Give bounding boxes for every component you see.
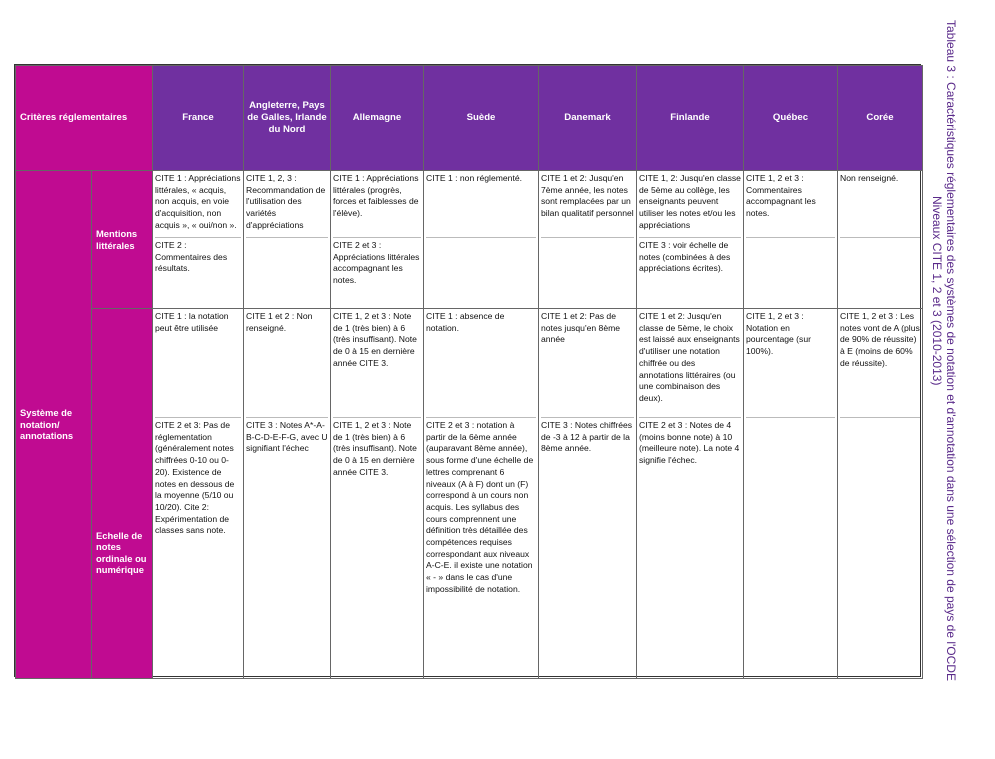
sub-criterion-mentions: Mentions littérales: [92, 171, 153, 309]
caption-title: Tableau 3 : Caractéristiques réglementaires des systèmes de notation et d'annotation dans une sélection de pays de l'OCDE: [944, 20, 958, 681]
criterion-label: Système de notation/ annotations: [16, 171, 92, 679]
cell-text: CITE 1, 2, 3 : Recommandation de l'utilisation des variétés d'appréciations: [246, 173, 326, 230]
cell-text: CITE 3 : Notes chiffrées de -3 à 12 à partir de la 8ème année.: [541, 417, 634, 676]
header-country: Suède: [424, 66, 539, 171]
cell-mentions-germany: [331, 171, 424, 309]
table-row-mentions: [16, 171, 923, 309]
regulation-table: [15, 65, 923, 679]
sub-criterion-echelle: Echelle de notes ordinale ou numérique: [92, 309, 153, 679]
cell-empty: [426, 237, 536, 306]
cell-empty: [246, 237, 328, 306]
cell-echelle-denmark: [539, 309, 637, 679]
cell-mentions-quebec: [744, 171, 838, 309]
cell-mentions-uk: [244, 171, 331, 309]
header-country: Danemark: [539, 66, 637, 171]
cell-empty: [840, 237, 920, 306]
cell-text: CITE 1 et 2: Jusqu'en classe de 5ème, le choix est laissé aux enseignants d'utiliser une notation chiffrée ou des annotations littéraires (ou une combinaison des deux).: [639, 311, 740, 403]
cell-echelle-france: [153, 309, 244, 679]
cell-text: CITE 1 : Appréciations littérales, « acquis, non acquis, en voie d'acquisition, non acquis », « oui/non ».: [155, 173, 241, 230]
cell-echelle-finland: [637, 309, 744, 679]
header-row: [16, 66, 923, 171]
cell-text: CITE 1, 2 et 3 : Les notes vont de A (plus de 90% de réussite) à E (moins de 60% de réussite).: [840, 311, 920, 368]
cell-text: CITE 1 et 2: Jusqu'en 7ème année, les notes sont remplacées par un bilan qualitatif personnel: [541, 173, 634, 219]
cell-empty: [746, 417, 835, 676]
header-criteria: Critères réglementaires: [16, 66, 153, 171]
cell-text: CITE 1 et 2 : Non renseigné.: [246, 311, 313, 333]
cell-text: CITE 1 : non réglementé.: [426, 173, 523, 183]
cell-text: CITE 1, 2 et 3 : Commentaires accompagnant les notes.: [746, 173, 816, 219]
cell-text: CITE 3 : Notes A*-A-B-C-D-E-F-G, avec U signifiant l'échec: [246, 417, 328, 676]
cell-text: CITE 2 et 3: Pas de réglementation (généralement notes chiffrées 0-10 ou 0-20). Existence de notes en dessous de la moyenne (5/10 ou 10/20). Cite 2: Expérimentation de classes sans note.: [155, 417, 241, 676]
cell-text: CITE 2 et 3 : notation à partir de la 6ème année (auparavant 8ème année), sous forme d'une échelle de lettres comprenant 6 niveaux (A à F) dont un (F) correspond à un cours non acquis. Les syllabus des cours comprennent une définition très détaillée des compétences requises correspondant aux niveaux A-C-E. il existe une notation « - » dans le cas d'une impossibilité de notation.: [426, 417, 536, 676]
cell-text: CITE 1, 2: Jusqu'en classe de 5ème au collège, les enseignants peuvent utiliser les notes et/ou les appréciations: [639, 173, 741, 230]
cell-text: Non renseigné.: [840, 173, 899, 183]
cell-text: CITE 1 et 2: Pas de notes jusqu'en 8ème année: [541, 311, 621, 345]
cell-echelle-germany: [331, 309, 424, 679]
cell-text: CITE 2 : Commentaires des résultats.: [155, 237, 241, 306]
table-row-echelle: [16, 309, 923, 679]
header-country: Allemagne: [331, 66, 424, 171]
cell-mentions-sweden: [424, 171, 539, 309]
cell-empty: [746, 237, 835, 306]
cell-mentions-korea: [838, 171, 923, 309]
cell-empty: [541, 237, 634, 306]
caption-subtitle: Niveaux CITE 1, 2 et 3 (2010-2013): [930, 196, 944, 386]
cell-echelle-sweden: [424, 309, 539, 679]
cell-text: CITE 1, 2 et 3 : Note de 1 (très bien) à 6 (très insuffisant). Note de 0 à 15 en dernière année CITE 3.: [333, 311, 417, 368]
cell-text: CITE 1, 2 et 3 : Notation en pourcentage (sur 100%).: [746, 311, 811, 357]
cell-echelle-quebec: [744, 309, 838, 679]
cell-text: CITE 1 : Appréciations littérales (progrès, forces et faiblesses de l'élève).: [333, 173, 419, 219]
cell-text: CITE 1, 2 et 3 : Note de 1 (très bien) à 6 (très insuffisant). Note de 0 à 15 en dernière année CITE 3.: [333, 417, 421, 676]
cell-text: CITE 2 et 3 : Appréciations littérales accompagnant les notes.: [333, 237, 421, 306]
cell-mentions-denmark: [539, 171, 637, 309]
cell-empty: [840, 417, 920, 676]
cell-text: CITE 3 : voir échelle de notes (combinées à des appréciations écrites).: [639, 237, 741, 306]
cell-text: CITE 1 : absence de notation.: [426, 311, 505, 333]
regulation-table-wrapper: [14, 64, 921, 677]
header-country: France: [153, 66, 244, 171]
cell-mentions-france: [153, 171, 244, 309]
cell-echelle-korea: [838, 309, 923, 679]
cell-text: CITE 2 et 3 : Notes de 4 (moins bonne note) à 10 (meilleure note). La note 4 signifie l'échec.: [639, 417, 741, 676]
header-country: Angleterre, Pays de Galles, Irlande du Nord: [244, 66, 331, 171]
cell-echelle-uk: [244, 309, 331, 679]
header-country: Québec: [744, 66, 838, 171]
cell-mentions-finland: [637, 171, 744, 309]
cell-text: CITE 1 : la notation peut être utilisée: [155, 311, 229, 333]
header-country: Corée: [838, 66, 923, 171]
header-country: Finlande: [637, 66, 744, 171]
